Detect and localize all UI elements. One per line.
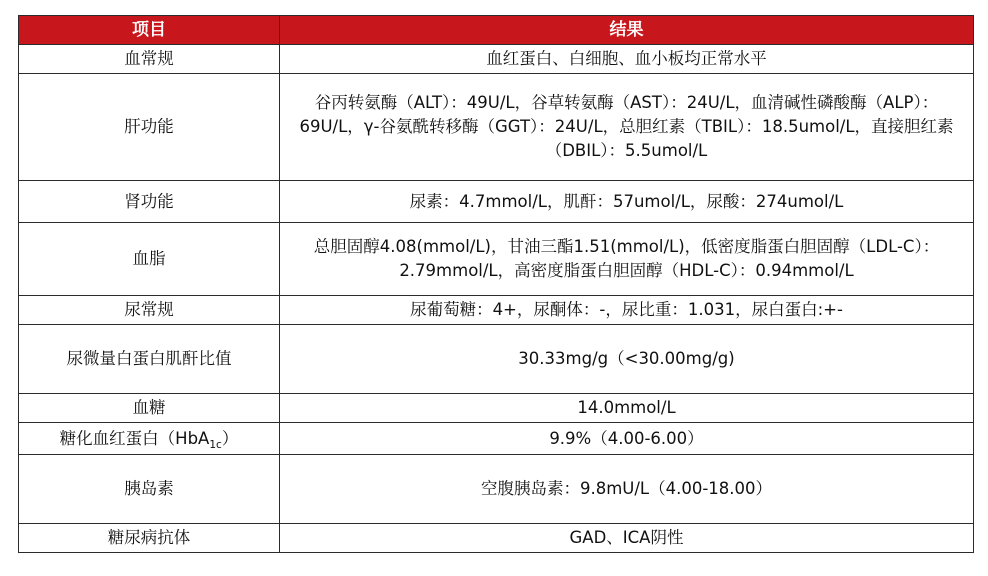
table-row	[19, 296, 974, 325]
table-row	[19, 223, 974, 296]
header-item: 项目	[19, 16, 280, 45]
row-item-insulin: 胰岛素	[19, 455, 280, 524]
table-row	[19, 394, 974, 423]
header-result: 结果	[280, 16, 974, 45]
hba1c-label-subscript: 1c	[209, 438, 222, 451]
table-row	[19, 524, 974, 553]
row-item-blood-glucose: 血糖	[19, 394, 280, 423]
table-row	[19, 181, 974, 223]
row-result-diabetes-antibody: GAD、ICA阴性	[280, 524, 974, 553]
row-result-blood-routine: 血红蛋白、白细胞、血小板均正常水平	[280, 45, 974, 74]
row-item-uacr: 尿微量白蛋白肌酐比值	[19, 325, 280, 394]
row-item-kidney-function: 肾功能	[19, 181, 280, 223]
table-header-row	[19, 16, 974, 45]
row-item-liver-function: 肝功能	[19, 74, 280, 181]
row-item-blood-routine: 血常规	[19, 45, 280, 74]
row-result-insulin: 空腹胰岛素：9.8mU/L（4.00-18.00）	[280, 455, 974, 524]
row-result-liver-function: 谷丙转氨酶（ALT）：49U/L，谷草转氨酶（AST）：24U/L，血清碱性磷酸酶（ALP）：69U/L，γ-谷氨酰转移酶（GGT）：24U/L，总胆红素（TBIL）：18.5umol/L，直接胆红素（DBIL）：5.5umol/L	[280, 74, 974, 181]
row-item-blood-lipids: 血脂	[19, 223, 280, 296]
row-item-urine-routine: 尿常规	[19, 296, 280, 325]
row-result-uacr: 30.33mg/g（<30.00mg/g)	[280, 325, 974, 394]
hba1c-label-tail: ）	[221, 428, 239, 448]
table-row	[19, 74, 974, 181]
row-item-diabetes-antibody: 糖尿病抗体	[19, 524, 280, 553]
row-result-urine-routine: 尿葡萄糖：4+，尿酮体：-，尿比重：1.031，尿白蛋白:+-	[280, 296, 974, 325]
lab-results-table	[18, 15, 974, 553]
row-result-hba1c: 9.9%（4.00-6.00）	[280, 423, 974, 455]
table-row	[19, 455, 974, 524]
row-result-kidney-function: 尿素：4.7mmol/L，肌酐：57umol/L，尿酸：274umol/L	[280, 181, 974, 223]
row-item-hba1c	[19, 423, 280, 455]
hba1c-label-main: 糖化血红蛋白（HbA	[59, 428, 210, 448]
table-row	[19, 325, 974, 394]
table-row	[19, 423, 974, 455]
row-result-blood-lipids: 总胆固醇4.08(mmol/L)，甘油三酯1.51(mmol/L)，低密度脂蛋白胆固醇（LDL-C）：2.79mmol/L，高密度脂蛋白胆固醇（HDL-C）：0.94mmol/L	[280, 223, 974, 296]
table-row	[19, 45, 974, 74]
row-result-blood-glucose: 14.0mmol/L	[280, 394, 974, 423]
